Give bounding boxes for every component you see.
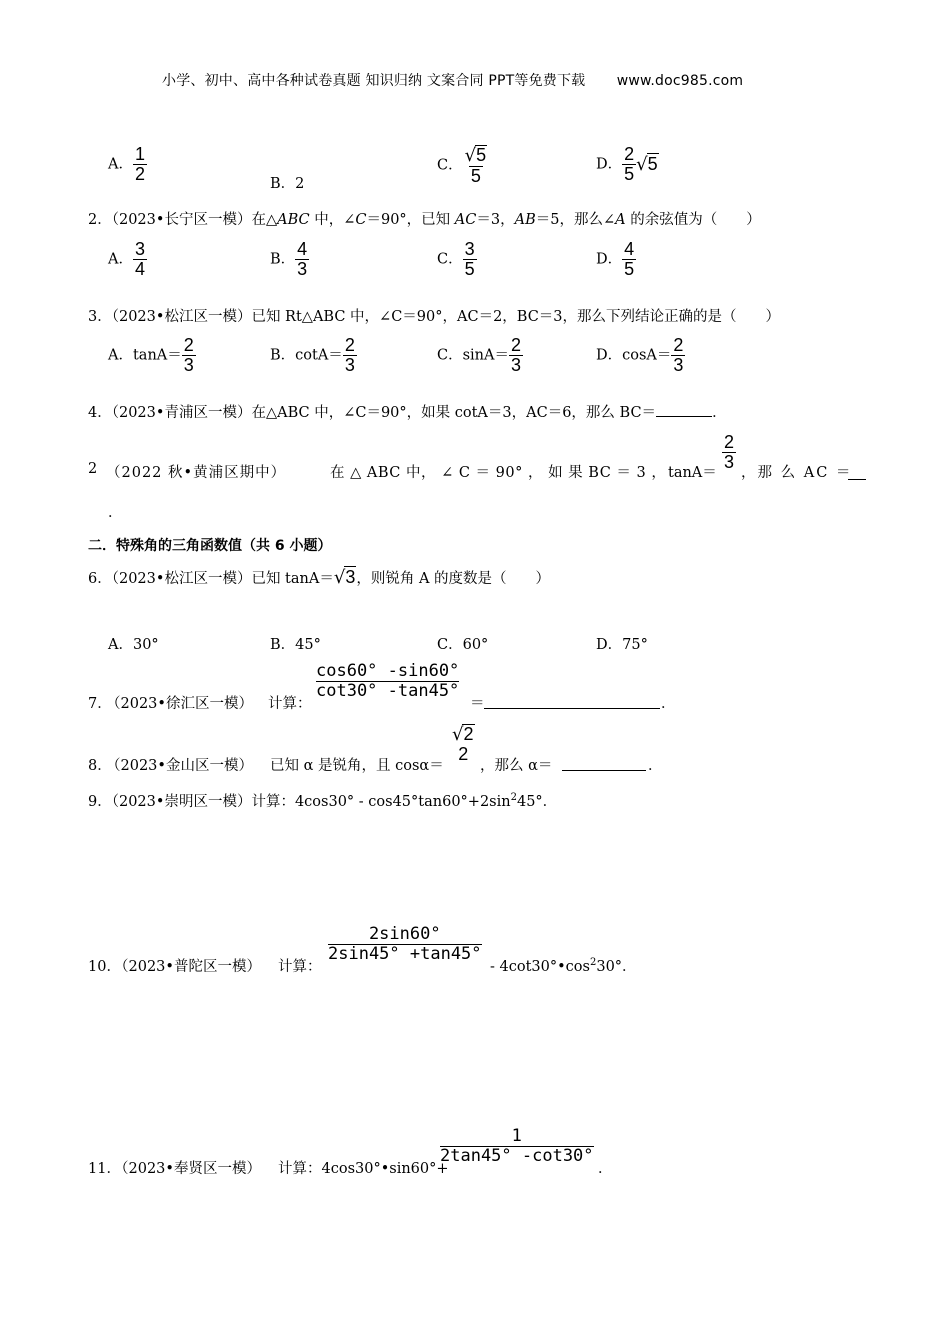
exponent: 2 xyxy=(589,957,597,969)
denominator: 5 xyxy=(624,163,635,184)
text: 30°． xyxy=(596,959,637,975)
fraction xyxy=(463,145,490,186)
q3-option-a xyxy=(108,336,196,375)
sqrt-icon: √ xyxy=(452,724,464,745)
question-9 xyxy=(88,790,557,811)
sqrt-icon: √ xyxy=(333,567,346,588)
fraction xyxy=(133,145,147,184)
text: 计算： xyxy=(268,696,312,712)
numerator: 2 xyxy=(183,335,194,355)
numerator: 2 xyxy=(673,335,684,355)
fraction xyxy=(622,240,636,279)
numerator: 2 xyxy=(724,432,735,452)
text xyxy=(490,955,637,976)
text: 计算： xyxy=(278,959,322,975)
denominator: 2tan45° -cot30° xyxy=(440,1145,594,1166)
option-label: A．tanA＝ xyxy=(108,347,182,364)
exponent: 2 xyxy=(510,792,517,804)
q2-option-c xyxy=(437,240,477,279)
denominator: cot30° -tan45° xyxy=(316,680,460,701)
numerator: 1 xyxy=(511,1126,522,1146)
numerator: 2sin60° xyxy=(368,924,441,944)
q3-option-b xyxy=(270,336,357,375)
question-6 xyxy=(88,566,550,588)
text: 中，∠ xyxy=(309,212,356,228)
question-4 xyxy=(88,401,727,422)
denominator: 2 xyxy=(134,163,145,184)
question-source: （2023•徐汇区一模） xyxy=(106,696,253,712)
text: ． xyxy=(108,505,123,521)
option-label: B．cotA＝ xyxy=(270,347,343,364)
q6-option-c: C．60° xyxy=(437,637,489,653)
option-label: D． xyxy=(596,251,623,268)
fraction xyxy=(438,1127,596,1165)
denominator: 3 xyxy=(673,354,684,375)
radicand: 2 xyxy=(463,724,474,744)
text: ＝ xyxy=(470,696,485,712)
question-source: （2023•普陀区一模） xyxy=(114,959,261,975)
question-number: 2． xyxy=(88,212,112,228)
question-source: （2023•松江区一模） xyxy=(111,309,252,325)
question-source: （2023•松江区一模） xyxy=(111,571,252,587)
text: ＝3， xyxy=(476,212,515,228)
option-label: D．cosA＝ xyxy=(596,347,672,364)
question-source: （2023•金山区一模） xyxy=(106,758,253,774)
q1-option-a xyxy=(108,145,147,184)
numerator: 4 xyxy=(297,239,308,259)
q3-option-d xyxy=(596,336,685,375)
option-label: C． xyxy=(437,251,463,268)
question-source: （2022 秋•黄浦区期中） xyxy=(106,465,287,481)
text: 的余弦值为（ ） xyxy=(625,212,761,228)
fraction xyxy=(316,662,459,700)
text: C xyxy=(355,212,367,228)
numerator: 2 xyxy=(510,335,521,355)
denominator: 3 xyxy=(510,354,521,375)
text: 计算：4cos30°•sin60°+ xyxy=(278,1161,449,1177)
text: A xyxy=(615,212,626,228)
numerator: 4 xyxy=(624,239,635,259)
denominator: 3 xyxy=(724,451,735,472)
answer-blank[interactable] xyxy=(484,692,660,709)
fraction xyxy=(722,433,736,472)
fraction xyxy=(295,240,309,279)
radicand: 3 xyxy=(345,567,356,587)
header-text: 小学、初中、高中各种试卷真题 知识归纳 文案合同 PPT等免费下载 xyxy=(162,73,586,89)
option-label: C．sinA＝ xyxy=(437,347,509,364)
numerator: 3 xyxy=(464,239,475,259)
option-label: A． xyxy=(108,156,133,173)
numerator xyxy=(450,724,477,745)
question-number: 2 xyxy=(88,461,98,477)
fraction xyxy=(509,336,523,375)
fraction xyxy=(463,240,477,279)
option-label: A． xyxy=(108,251,133,268)
text: ABC xyxy=(277,212,310,228)
numerator: 1 xyxy=(134,144,145,164)
denominator: 2 xyxy=(458,743,469,764)
denominator: 5 xyxy=(464,258,475,279)
sqrt-icon: √ xyxy=(636,154,648,176)
q6-option-b: B．45° xyxy=(270,637,321,653)
denominator: 5 xyxy=(624,258,635,279)
fraction xyxy=(450,724,477,764)
fraction xyxy=(622,145,636,184)
question-source: （2023•长宁区一模） xyxy=(111,212,252,228)
denominator: 2sin45° +tan45° xyxy=(328,943,482,964)
header-banner xyxy=(162,70,743,90)
question-number: 6． xyxy=(88,571,112,587)
text: 已知 tanA＝ xyxy=(251,571,334,587)
question-number: 9． xyxy=(88,794,112,810)
sqrt-icon: √ xyxy=(464,145,477,166)
fraction xyxy=(671,336,685,375)
numerator: 2 xyxy=(624,144,635,164)
header-url[interactable]: www.doc985.com xyxy=(616,73,744,89)
text: ． xyxy=(661,696,676,712)
text: ＝90°，已知 xyxy=(366,212,455,228)
text: ，那么 α＝ xyxy=(480,758,553,774)
numerator: 3 xyxy=(134,239,145,259)
q2-option-d xyxy=(596,240,636,279)
text: ． xyxy=(712,405,727,421)
text: tanA＝ xyxy=(668,465,717,481)
question-text: 已知 Rt△ABC 中，∠C＝90°，AC＝2，BC＝3，那么下列结论正确的是（ ） xyxy=(251,309,781,325)
q3-option-c xyxy=(437,336,523,375)
question-source: （2023•崇明区一模） xyxy=(111,794,252,810)
q1-option-b xyxy=(270,172,304,193)
text: ＝5，那么∠ xyxy=(535,212,616,228)
text: 45°． xyxy=(516,794,558,810)
question-source: （2023•青浦区一模） xyxy=(111,405,252,421)
q2-option-b xyxy=(270,240,309,279)
q1-option-c xyxy=(437,145,489,186)
denominator: 3 xyxy=(344,354,355,375)
question-text: 在△ABC 中，∠C＝90°，如果 cotA＝3，AC＝6，那么 BC＝ xyxy=(251,405,657,421)
question-2 xyxy=(88,208,761,229)
text: 在△ xyxy=(251,212,278,228)
question-number: 7． xyxy=(88,696,112,712)
fraction xyxy=(326,925,484,963)
q1-option-d xyxy=(596,145,659,184)
radicand: 5 xyxy=(476,145,487,165)
q2-option-a xyxy=(108,240,147,279)
q6-option-d: D．75° xyxy=(596,637,648,653)
option-label: D． xyxy=(596,156,623,173)
numerator xyxy=(463,145,490,166)
option-label: B． xyxy=(270,251,296,268)
q6-option-a: A．30° xyxy=(108,637,159,653)
text: ． xyxy=(648,758,663,774)
question-source: （2023•奉贤区一模） xyxy=(114,1161,261,1177)
text: ． xyxy=(598,1161,613,1177)
option-label: B．2 xyxy=(270,176,305,192)
question-number: 8． xyxy=(88,758,112,774)
question-number: 11． xyxy=(88,1161,121,1177)
question-3 xyxy=(88,305,780,326)
question-text: 在 △ ABC 中， ∠ C ＝ 90° ， 如 果 BC ＝ 3 ， xyxy=(330,465,667,481)
question-number: 3． xyxy=(88,309,112,325)
option-label: C． xyxy=(437,157,463,174)
text: ，那 么 AC ＝ xyxy=(741,465,853,481)
fraction xyxy=(343,336,357,375)
fraction xyxy=(182,336,196,375)
denominator: 4 xyxy=(134,258,145,279)
text: AB xyxy=(514,212,536,228)
question-number: 4． xyxy=(88,405,112,421)
question-text: 计算：4cos30° - cos45°tan60°+2sin xyxy=(251,794,511,810)
question-number: 10． xyxy=(88,959,121,975)
radicand: 5 xyxy=(647,154,658,175)
answer-blank[interactable] xyxy=(562,754,646,771)
text: ，则锐角 A 的度数是（ ） xyxy=(356,571,551,587)
fraction xyxy=(133,240,147,279)
denominator: 3 xyxy=(297,258,308,279)
denominator: 5 xyxy=(470,165,481,186)
numerator: cos60° -sin60° xyxy=(316,661,460,681)
denominator: 3 xyxy=(183,354,194,375)
numerator: 2 xyxy=(344,335,355,355)
text: 已知 α 是锐角，且 cosα＝ xyxy=(270,758,444,774)
text: - 4cot30°•cos xyxy=(490,959,590,975)
text: AC xyxy=(454,212,477,228)
section-title: 二．特殊角的三角函数值（共 6 小题） xyxy=(88,538,332,554)
answer-blank[interactable] xyxy=(656,416,712,417)
answer-blank[interactable] xyxy=(848,463,866,480)
